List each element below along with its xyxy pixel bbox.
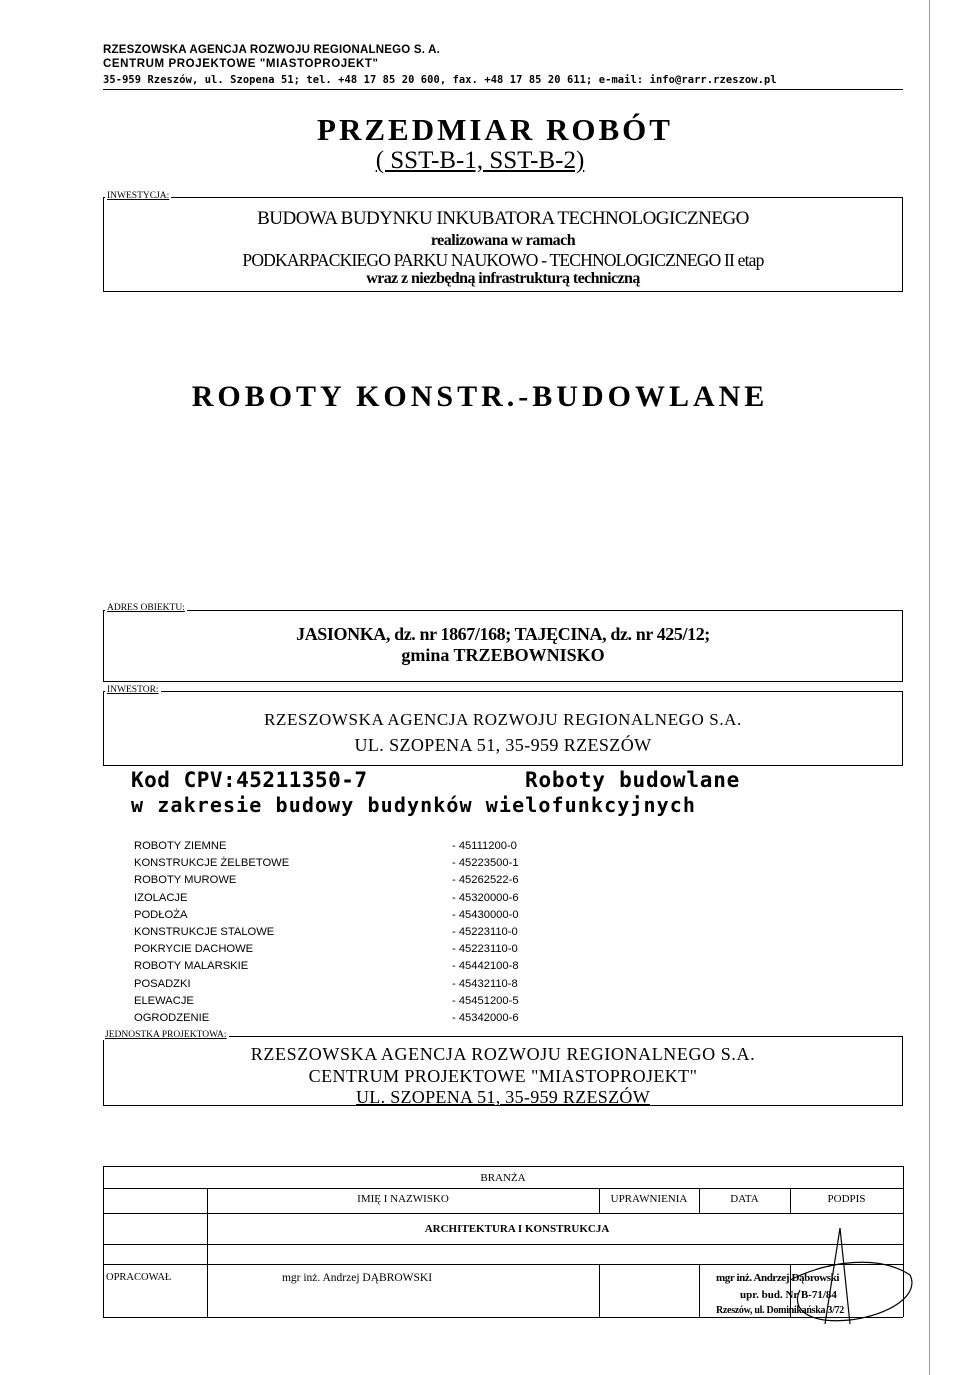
investment-line-1: BUDOWA BUDYNKU INKUBATORA TECHNOLOGICZNEGO [257,208,749,229]
branch-header: BRANŻA [480,1172,526,1184]
designer-label: JEDNOSTKA PROJEKTOWA: [105,1030,227,1040]
col-signature-header: PODPIS [827,1193,866,1205]
code-item-value: - 45111200-0 [452,840,517,852]
investor-line-2: UL. SZOPENA 51, 35-959 RZESZÓW [354,735,652,755]
cpv-scope: w zakresie budowy budynków wielofunkcyjnych [131,793,697,817]
row-role: OPRACOWAŁ [106,1272,172,1283]
page-title: PRZEDMIAR ROBÓT [317,112,673,147]
investor-line-1: RZESZOWSKA AGENCJA ROZWOJU REGIONALNEGO S.A. [264,710,742,729]
header-org-unit: CENTRUM PROJEKTOWE "MIASTOPROJEKT" [103,58,379,70]
discipline: ARCHITEKTURA I KONSTRUKCJA [424,1223,610,1235]
code-item-value: - 45223500-1 [452,857,519,870]
code-item-name: ROBOTY ZIEMNE [134,840,227,852]
code-item-value: - 45223110-0 [452,925,518,938]
code-item-name: PODŁOŻA [134,908,188,921]
signature-scribble [770,1220,920,1330]
page-subtitle: ( SST-B-1, SST-B-2) [375,147,585,174]
code-item-value: - 45432110-8 [452,977,518,990]
scan-edge-line [929,0,930,1375]
col-date-header: DATA [730,1193,759,1205]
code-values [452,840,519,1029]
investment-label: INWESTYCJA: [107,191,170,201]
investor-label: INWESTOR: [107,685,159,695]
cpv-code: Kod CPV:45211350-7 [131,768,368,792]
code-item-name: OGRODZENIE [134,1011,210,1024]
designer-line-2: CENTRUM PROJEKTOWE "MIASTOPROJEKT" [308,1066,698,1086]
col-licence-header: UPRAWNIENIA [610,1193,688,1205]
stamp-line-3: Rzeszów, ul. Dominikańska 3/72 [716,1305,844,1316]
code-item-value: - 45442100-8 [452,960,519,973]
investment-line-2: realizowana w ramach [430,232,576,249]
code-item-name: ROBOTY MALARSKIE [134,960,249,973]
code-item-name: KONSTRUKCJE STALOWE [134,925,275,938]
investment-line-3: PODKARPACKIEGO PARKU NAUKOWO - TECHNOLOGICZNEGO II etap [242,250,764,270]
code-names [134,840,289,1029]
code-item-value: - 45451200-5 [452,994,519,1007]
stamp-line-2: upr. bud. Nr B-71/84 [740,1289,837,1301]
code-item-value: - 45430000-0 [452,908,519,921]
address-line-2: gmina TRZEBOWNISKO [401,645,605,665]
header-rule [103,89,903,90]
code-item-name: ELEWACJE [134,994,194,1007]
cpv-description: Roboty budowlane [525,768,741,792]
code-item-value: - 45223110-0 [452,943,518,956]
section-title: ROBOTY KONSTR.-BUDOWLANE [191,380,769,413]
header-org-name: RZESZOWSKA AGENCJA ROZWOJU REGIONALNEGO S. A. [103,44,440,56]
code-item-name: IZOLACJE [134,891,188,904]
code-item-value: - 45342000-6 [452,1011,519,1024]
address-line-1: JASIONKA, dz. nr 1867/168; TAJĘCINA, dz. nr 425/12; [296,624,710,644]
stamp-line-1: mgr inż. Andrzej Dąbrowski [716,1272,840,1284]
code-item-value: - 45320000-6 [452,891,519,904]
designer-line-3: UL. SZOPENA 51, 35-959 RZESZÓW [356,1087,650,1107]
code-item-name: KONSTRUKCJE ŻELBETOWE [134,857,290,870]
designer-line-1: RZESZOWSKA AGENCJA ROZWOJU REGIONALNEGO S.A. [250,1044,756,1064]
code-item-name: POSADZKI [134,977,191,990]
row-name: mgr inż. Andrzej DĄBROWSKI [281,1272,433,1284]
code-item-name: POKRYCIE DACHOWE [134,943,254,956]
address-label: ADRES OBIEKTU: [107,603,185,613]
investment-line-4: wraz z niezbędną infrastrukturą techniczną [366,270,640,287]
col-name-header: IMIĘ I NAZWISKO [357,1193,449,1205]
code-item-name: ROBOTY MUROWE [134,874,237,887]
header-contact: 35-959 Rzeszów, ul. Szopena 51; tel. +48 17 85 20 600, fax. +48 17 85 20 611; e-mail: info@rarr.rzeszow.pl [103,74,777,86]
code-item-value: - 45262522-6 [452,874,519,887]
